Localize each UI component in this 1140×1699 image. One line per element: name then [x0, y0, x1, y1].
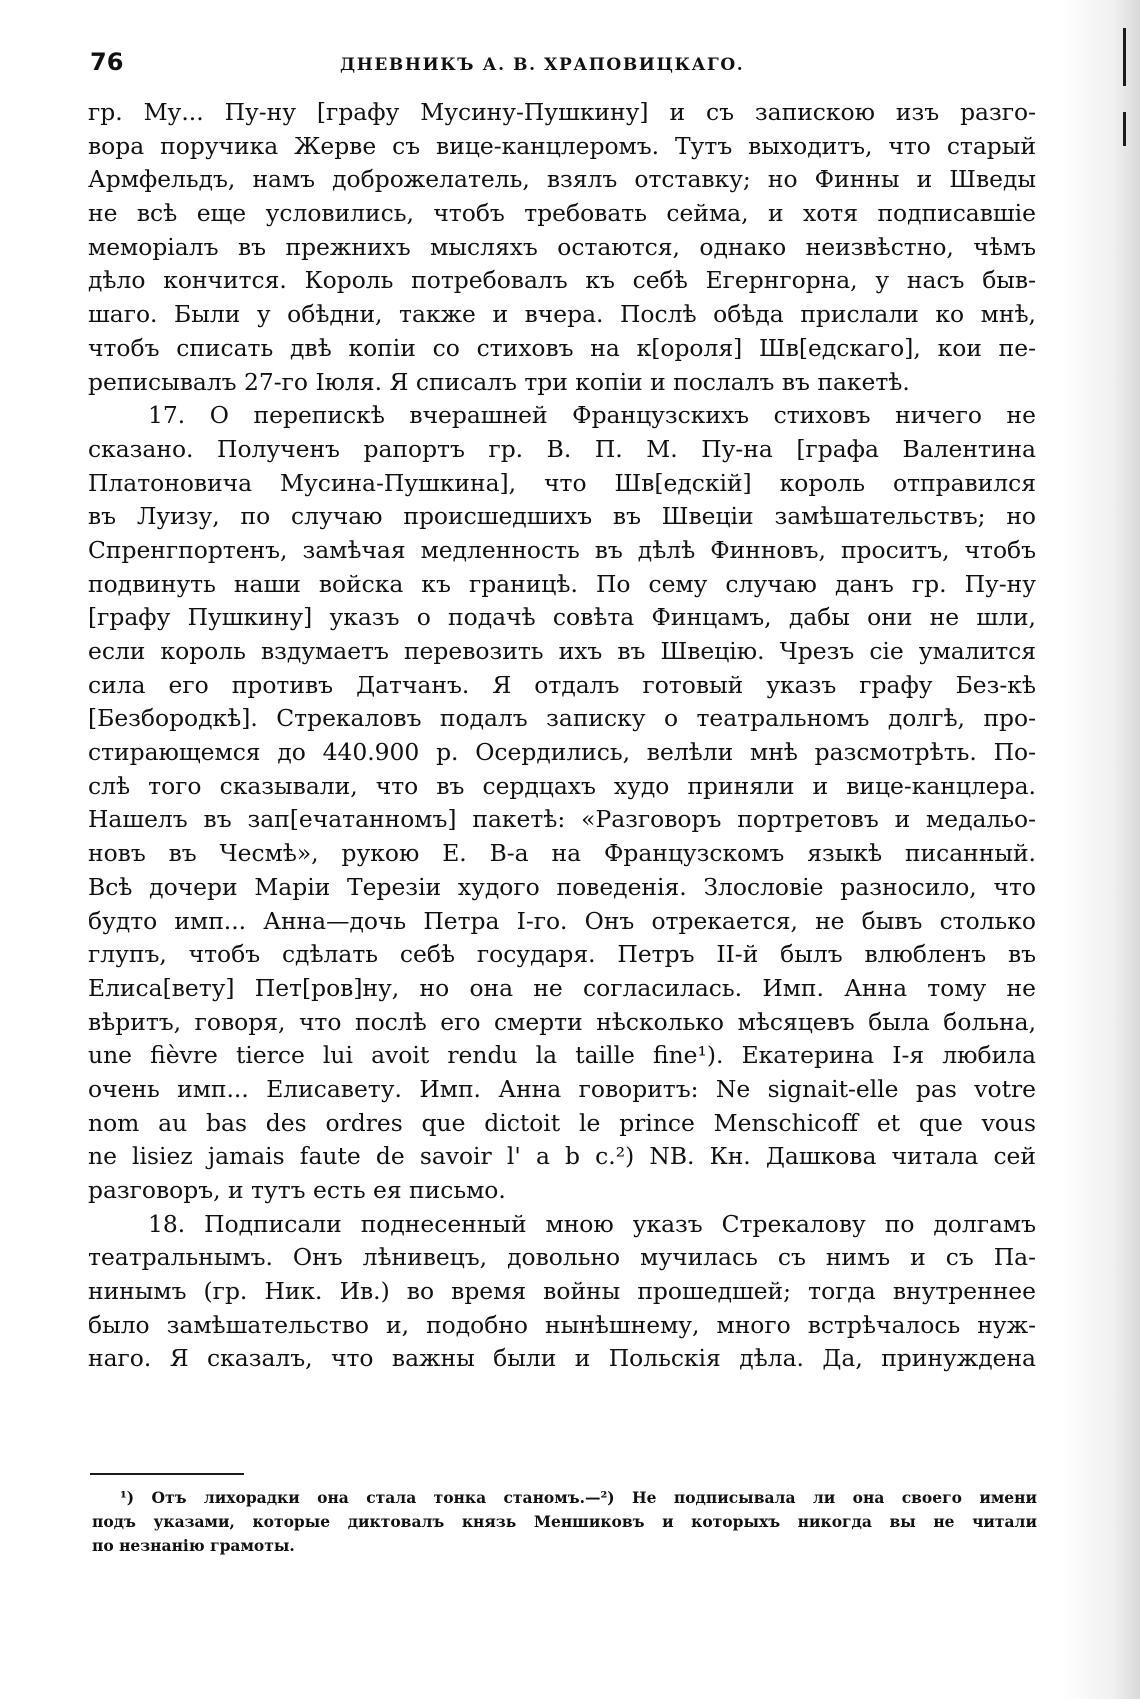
text-line: Елиса[вету] Пет[ров]ну, но она не согласилась. Имп. Анна тому не [88, 973, 1036, 1002]
text-line: глупъ, чтобъ сдѣлать себѣ государя. Петръ II-й былъ влюбленъ въ [88, 940, 1036, 969]
main-text [88, 96, 1036, 1376]
text-line: наго. Я сказалъ, что важны были и Польскія дѣла. Да, принуждена [88, 1344, 1036, 1373]
text-line: сила его противъ Датчанъ. Я отдалъ готовый указъ графу Без-кѣ [88, 670, 1036, 699]
text-line: въ Луизу, по случаю происшедшихъ въ Швеціи замѣшательствъ; но [88, 502, 1036, 531]
text-line: Нашелъ въ зап[ечатанномъ] пакетѣ: «Разговоръ портретовъ и медальо- [88, 805, 1036, 834]
text-line: [Безбородкѣ]. Стрекаловъ подалъ записку о театральномъ долгѣ, про- [88, 704, 1036, 733]
text-line: театральнымъ. Онъ лѣнивецъ, довольно мучилась съ нимъ и съ Па- [88, 1243, 1036, 1272]
page-edge-mark [1123, 28, 1126, 86]
text-line: если король вздумаетъ перевозить ихъ въ Швецію. Чрезъ сіе умалится [88, 637, 1036, 665]
text-line: сказано. Полученъ рапортъ гр. В. П. М. Пу-на [графа Валентина [88, 434, 1036, 463]
text-line: [графу Пушкину] указъ о подачѣ совѣта Финцамъ, дабы они не шли, [88, 603, 1036, 632]
text-line: шаго. Были у обѣдни, также и вчера. Послѣ обѣда прислали ко мнѣ, [88, 300, 1036, 329]
text-line: une fièvre tierce lui avoit rendu la taille fine¹). Екатерина І-я любила [88, 1041, 1036, 1070]
running-head: ДНЕВНИКЪ А. В. ХРАПОВИЦКАГО. [340, 55, 745, 75]
text-line: вѣритъ, говоря, что послѣ его смерти нѣсколько мѣсяцевъ была больна, [88, 1007, 1036, 1036]
page-edge-mark [1123, 112, 1126, 146]
footnote-divider [90, 1473, 244, 1475]
text-line: Спренгпортенъ, замѣчая медленность въ дѣлѣ Финновъ, проситъ, чтобъ [88, 535, 1036, 564]
text-line: чтобъ списать двѣ копіи со стиховъ на к[ороля] Шв[едскаго], кои пе- [88, 333, 1036, 362]
text-line: 18. Подписали поднесенный мною указъ Стрекалову по долгамъ [148, 1209, 1036, 1238]
text-line: новъ въ Чесмѣ», рукою Е. В-а на Французскомъ языкѣ писанный. [88, 839, 1036, 868]
text-line: подвинуть наши войска къ границѣ. По сему случаю данъ гр. Пу-ну [88, 569, 1036, 598]
text-line: меморіалъ въ прежнихъ мысляхъ остаются, однако неизвѣстно, чѣмъ [88, 232, 1036, 261]
text-line: слѣ того сказывали, что въ сердцахъ худо приняли и вице-канцлера. [88, 771, 1036, 800]
text-line: нинымъ (гр. Ник. Ив.) во время войны прошедшей; тогда внутреннее [88, 1277, 1036, 1306]
footnote-line: подъ указами, которые диктовалъ князь Меншиковъ и которыхъ никогда вы не читали [92, 1511, 1037, 1531]
text-line: не всѣ еще условились, чтобъ требовать сейма, и хотя подписавшіе [88, 199, 1036, 228]
text-line: очень имп... Елисавету. Имп. Анна говоритъ: Ne signait-elle pas votre [88, 1074, 1036, 1103]
text-line: 17. О перепискѣ вчерашней Французскихъ стиховъ ничего не [148, 401, 1036, 430]
text-line: Платоновича Мусина-Пушкина], что Шв[едскій] король отправился [88, 468, 1036, 497]
text-line: разговоръ, и тутъ есть ея письмо. [88, 1176, 506, 1204]
footnote-line: по незнанію грамоты. [92, 1535, 295, 1555]
page-header [90, 48, 1035, 88]
text-line: nom au bas des ordres que dictoit le prince Menschicoff et que vous [88, 1108, 1036, 1137]
text-line: Армфельдъ, намъ доброжелатель, взялъ отставку; но Финны и Шведы [88, 165, 1036, 194]
text-line: ne lisiez jamais faute de savoir l' a b c.²) NB. Кн. Дашкова читала сей [88, 1142, 1036, 1171]
page-edge-shadow [1060, 0, 1140, 1699]
text-line: стирающемся до 440.900 р. Осердились, велѣли мнѣ разсмотрѣть. По- [88, 738, 1036, 767]
text-line: гр. Му... Пу-ну [графу Мусину-Пушкину] и съ запискою изъ разго- [88, 98, 1036, 126]
footnotes [92, 1486, 1037, 1557]
text-line: вора поручика Жерве съ вице-канцлеромъ. Тутъ выходитъ, что старый [88, 131, 1036, 160]
text-line: реписывалъ 27-го Іюля. Я списалъ три копіи и послалъ въ пакетѣ. [88, 367, 910, 396]
text-line: будто имп... Анна—дочь Петра І-го. Онъ отрекается, не бывъ столько [88, 906, 1036, 935]
page-number: 76 [90, 48, 124, 76]
text-line: дѣло кончится. Король потребовалъ къ себѣ Егернгорна, у насъ быв- [88, 266, 1036, 295]
text-line: было замѣшательство и, подобно нынѣшнему, много встрѣчалось нуж- [88, 1310, 1036, 1339]
text-line: Всѣ дочери Маріи Терезіи худого поведенія. Злословіе разносило, что [88, 872, 1036, 901]
footnote-line: ¹) Отъ лихорадки она стала тонка станомъ.—²) Не подписывала ли она своего имени [120, 1488, 1037, 1507]
